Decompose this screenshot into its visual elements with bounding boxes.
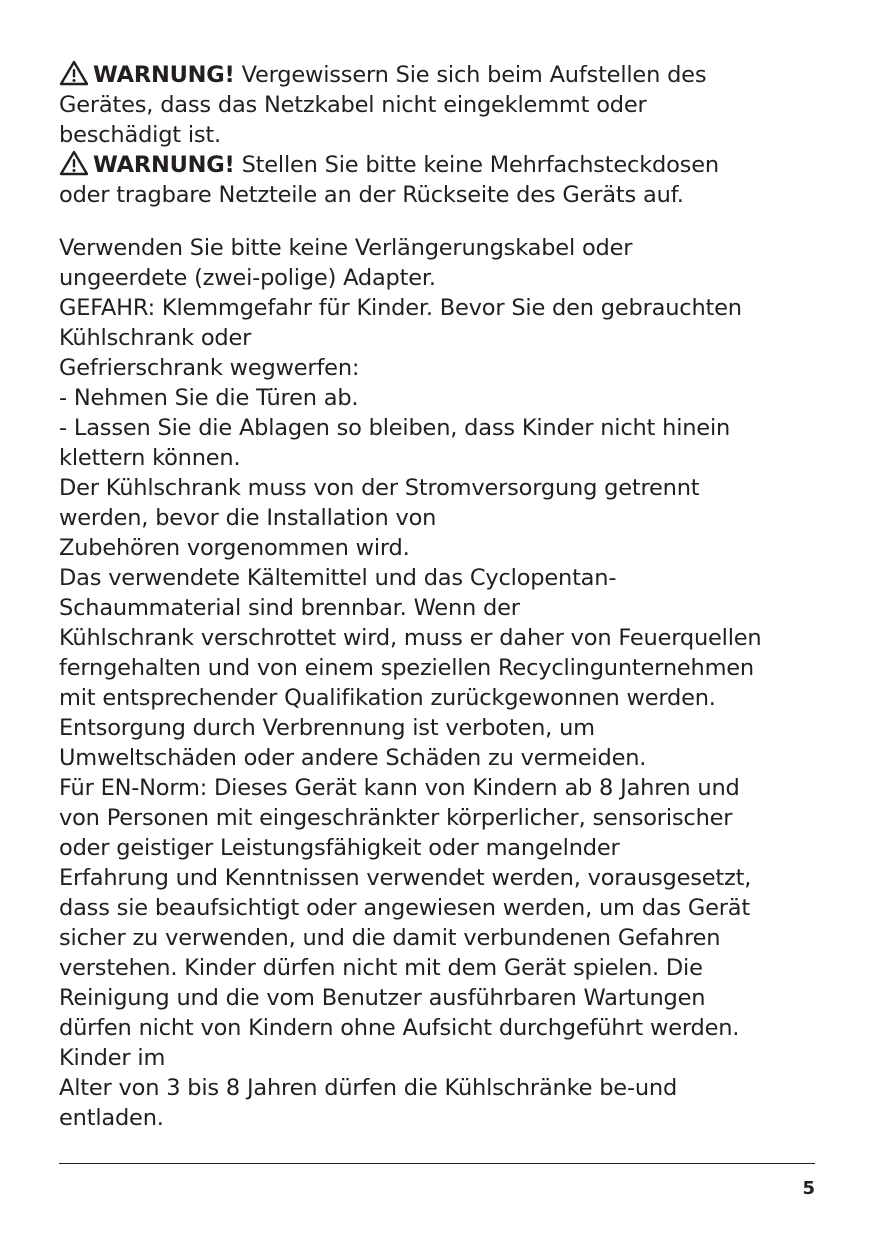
page-number: 5 xyxy=(802,1178,815,1199)
warning-label: WARNUNG! xyxy=(93,152,235,178)
body-line: mit entsprechender Qualifikation zurückgewonnen werden. xyxy=(59,685,716,711)
body-line: Kinder im xyxy=(59,1045,166,1071)
body-line: werden, bevor die Installation von xyxy=(59,505,437,531)
body-line: oder geistiger Leistungsfähigkeit oder mangelnder xyxy=(59,835,620,861)
body-line: ferngehalten und von einem speziellen Recyclingunternehmen xyxy=(59,655,754,681)
body-line: Erfahrung und Kenntnissen verwendet werden, vorausgesetzt, xyxy=(59,865,752,891)
body-line: - Nehmen Sie die Türen ab. xyxy=(59,385,359,411)
body-line: dass sie beaufsichtigt oder angewiesen werden, um das Gerät xyxy=(59,895,751,921)
warning-text-line: oder tragbare Netzteile an der Rückseite des Geräts auf. xyxy=(59,182,684,208)
warning-line xyxy=(59,60,819,90)
paragraph-gap xyxy=(59,210,819,233)
warning-text: Stellen Sie bitte keine Mehrfachsteckdosen xyxy=(241,152,719,178)
warning-line xyxy=(59,150,819,180)
warning-triangle-icon xyxy=(59,150,89,176)
body-line: Zubehören vorgenommen wird. xyxy=(59,535,410,561)
body-line: von Personen mit eingeschränkter körperlicher, sensorischer xyxy=(59,805,733,831)
body-line: Für EN-Norm: Dieses Gerät kann von Kindern ab 8 Jahren und xyxy=(59,775,740,801)
warning-triangle-icon xyxy=(59,60,89,86)
warning-text-line: beschädigt ist. xyxy=(59,122,222,148)
body-line: klettern können. xyxy=(59,445,241,471)
document-body xyxy=(59,60,819,1133)
body-line: GEFAHR: Klemmgefahr für Kinder. Bevor Sie den gebrauchten xyxy=(59,295,742,321)
body-line: Gefrierschrank wegwerfen: xyxy=(59,355,360,381)
body-line: Reinigung und die vom Benutzer ausführbaren Wartungen xyxy=(59,985,706,1011)
body-line: Verwenden Sie bitte keine Verlängerungskabel oder xyxy=(59,235,633,261)
body-line: dürfen nicht von Kindern ohne Aufsicht durchgeführt werden. xyxy=(59,1015,740,1041)
body-line: Das verwendete Kältemittel und das Cyclopentan- xyxy=(59,565,617,591)
footer-rule xyxy=(59,1163,815,1164)
warning-label: WARNUNG! xyxy=(93,62,235,88)
body-line: Der Kühlschrank muss von der Stromversorgung getrennt xyxy=(59,475,700,501)
body-line: Schaummaterial sind brennbar. Wenn der xyxy=(59,595,520,621)
body-line: ungeerdete (zwei-polige) Adapter. xyxy=(59,265,436,291)
warning-text-line: Gerätes, dass das Netzkabel nicht eingeklemmt oder xyxy=(59,92,647,118)
body-line: verstehen. Kinder dürfen nicht mit dem Gerät spielen. Die xyxy=(59,955,703,981)
warning-block xyxy=(59,150,819,210)
body-line: Alter von 3 bis 8 Jahren dürfen die Kühlschränke be-und xyxy=(59,1075,678,1101)
warning-block xyxy=(59,60,819,150)
body-line: entladen. xyxy=(59,1105,164,1131)
body-line: Kühlschrank verschrottet wird, muss er daher von Feuerquellen xyxy=(59,625,762,651)
body-line: Kühlschrank oder xyxy=(59,325,252,351)
body-line: sicher zu verwenden, und die damit verbundenen Gefahren xyxy=(59,925,721,951)
body-line: Umweltschäden oder andere Schäden zu vermeiden. xyxy=(59,745,647,771)
body-line: - Lassen Sie die Ablagen so bleiben, dass Kinder nicht hinein xyxy=(59,415,731,441)
warning-text: Vergewissern Sie sich beim Aufstellen des xyxy=(241,62,707,88)
body-line: Entsorgung durch Verbrennung ist verboten, um xyxy=(59,715,595,741)
body-text xyxy=(59,233,819,1133)
